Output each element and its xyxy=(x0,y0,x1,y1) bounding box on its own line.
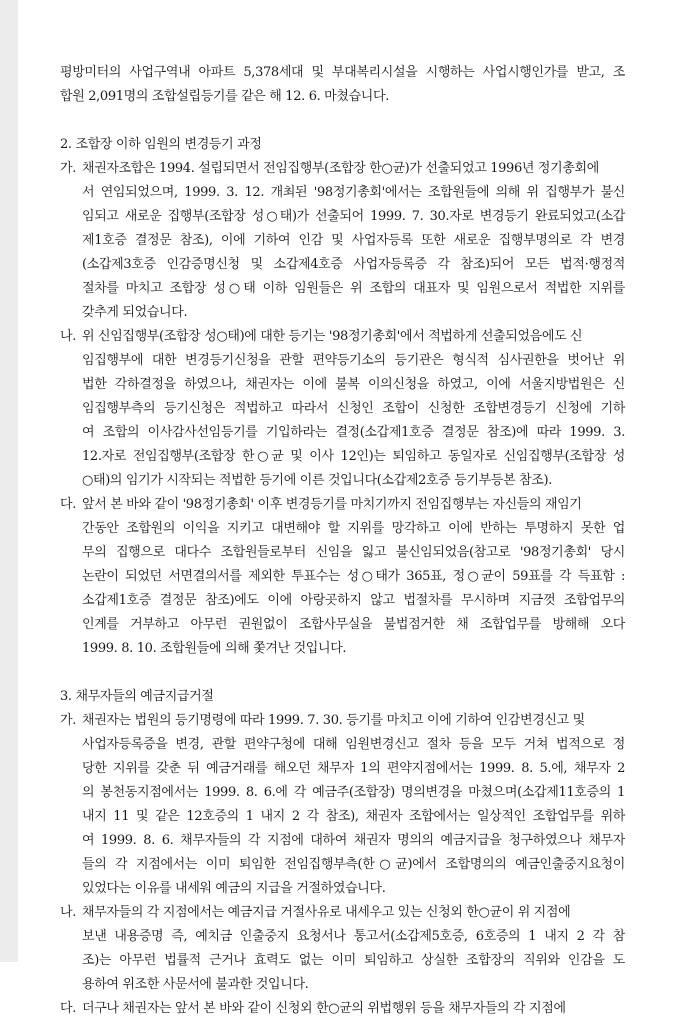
list-item-line: 보낸 내용증명 즉, 예치금 인출중지 요청서나 통고서(소갑제5호증, 6호증의 1 내지 2 각 참 xyxy=(82,929,625,944)
intro-paragraph-line: 평방미터의 사업구역내 아파트 5,378세대 및 부대복리시설을 시행하는 사업시행인가를 받고, 조 xyxy=(60,65,625,80)
list-item-line: 갖추게 되었습니다. xyxy=(82,305,188,320)
list-item-first-line xyxy=(60,157,625,181)
list-item-line: (소갑제3호증 인감증명신청 및 소갑제4호증 사업자등록증 각 참조)되어 모든 법적·행정적 xyxy=(82,257,625,272)
list-item-line: 무의 집행으로 대다수 조합원들로부터 신임을 잃고 불신임되었음(참고로 '98정기총회' 당시 xyxy=(82,545,625,560)
list-item-first-line xyxy=(60,493,625,517)
list-item-line: 1999. 8. 10. 조합원들에 의해 쫓겨난 것입니다. xyxy=(82,641,347,656)
list-item-line: 사업자등록증을 변경, 관할 편약구청에 대해 임원변경신고 절차 등을 모두 거쳐 법적으로 정 xyxy=(82,737,625,752)
list-item-line: 당한 지위를 갖춘 뒤 예금거래를 해오던 채무자 1의 편약지점에서는 1999. 8. 5.에, 채무자 2 xyxy=(82,761,625,776)
list-item-marker: 다. xyxy=(60,497,76,512)
list-item-text: 채권자조합은 1994. 설립되면서 전임집행부(조합장 한○균)가 선출되었고 1996년 정기총회에 xyxy=(82,161,599,176)
left-margin-shade xyxy=(0,0,18,962)
list-item-line: 의 봉천동지점에서는 1999. 8. 6.에 각 예금주(조합장) 명의변경을 마쳤으며(소갑제11호증의 1 xyxy=(82,785,625,800)
list-item-line: 여 조합의 이사감사선임등기를 기입하라는 결정(소갑제1호증 결정문 참조)에 따라 1999. 3. xyxy=(82,425,625,440)
list-item-text: 채권자는 법원의 등기명령에 따라 1999. 7. 30. 등기를 마치고 이에 기하여 인감변경신고 및 xyxy=(82,713,585,728)
list-item-line: 간동안 조합원의 이익을 지키고 대변해야 할 지위를 망각하고 이에 반하는 투명하지 못한 업 xyxy=(82,521,625,536)
list-item-line: 들의 각 지점에서는 이미 퇴임한 전임집행부측(한○균)에서 조합명의의 예금인출중지요청이 xyxy=(82,857,625,872)
list-item-first-line xyxy=(60,997,625,1021)
list-item-line: 용하여 위조한 사문서에 불과한 것입니다. xyxy=(82,977,309,992)
list-item-text: 앞서 본 바와 같이 '98정기총회' 이후 변경등기를 마치기까지 전임집행부는 자신들의 재임기 xyxy=(82,497,582,512)
list-item-text: 위 신임집행부(조합장 성○태)에 대한 등기는 '98정기총회'에서 적법하게 선출되었음에도 신 xyxy=(82,329,583,344)
list-item-first-line xyxy=(60,901,625,925)
list-item-line: 있었다는 이유를 내세워 예금의 지급을 거절하였습니다. xyxy=(82,881,386,896)
list-item-line: 임집행부측의 등기신청은 적법하고 따라서 신청인 조합이 신청한 조합변경등기 신청에 기하 xyxy=(82,401,625,416)
list-item-line: 내지 11 및 같은 12호증의 1 내지 2 각 참조), 채권자 조합에서는 일상적인 조합업무를 위하 xyxy=(82,809,625,824)
intro-paragraph-line: 합원 2,091명의 조합설립등기를 같은 해 12. 6. 마쳤습니다. xyxy=(60,89,390,104)
list-item-marker: 가. xyxy=(60,713,76,728)
section-heading: 2. 조합장 이하 임원의 변경등기 과정 xyxy=(60,137,262,152)
list-item-line: 제1호증 결정문 참조), 이에 기하여 인감 및 사업자등록 또한 새로운 집행부명의로 각 변경 xyxy=(82,233,625,248)
list-item-line: 조)는 아무런 법률적 근거나 효력도 없는 이미 퇴임하고 상실한 조합장의 직위와 인감을 도 xyxy=(82,953,625,968)
list-item-marker: 나. xyxy=(60,329,76,344)
list-item-first-line xyxy=(60,709,625,733)
section-heading: 3. 채무자들의 예금지급거절 xyxy=(60,689,214,704)
list-item-text: 채무자들의 각 지점에서는 예금지급 거절사유로 내세우고 있는 신청외 한○균이 위 지점에 xyxy=(82,905,571,920)
list-item-line: 서 연임되었으며, 1999. 3. 12. 개최된 '98정기총회'에서는 조합원들에 의해 위 집행부가 불신 xyxy=(82,185,625,200)
list-item-text: 더구나 채권자는 앞서 본 바와 같이 신청외 한○균의 위법행위 등을 채무자들의 각 지점에 xyxy=(82,1001,566,1016)
list-item-line: 절차를 마치고 조합장 성○태 이하 임원들은 위 조합의 대표자 및 임원으로서 적법한 지위를 xyxy=(82,281,625,296)
list-item-first-line xyxy=(60,325,625,349)
spacer xyxy=(60,109,625,133)
list-item-line: 인계를 거부하고 아무런 권원없이 조합사무실을 불법점거한 채 조합업무를 방해해 오다 xyxy=(82,617,625,632)
list-item-line: 임집행부에 대한 변경등기신청을 관할 편약등기소의 등기관은 형식적 심사권한을 벗어난 위 xyxy=(82,353,625,368)
document-body xyxy=(60,61,625,1021)
list-item-marker: 나. xyxy=(60,905,76,920)
list-item-line: 논란이 되었던 서면결의서를 제외한 투표수는 성○태가 365표, 정○균이 59표를 각 득표함 : xyxy=(82,569,625,584)
spacer xyxy=(60,661,625,685)
list-item-line: 법한 각하결정을 하였으나, 채권자는 이에 불복 이의신청을 하였고, 이에 서울지방법원은 신 xyxy=(82,377,625,392)
list-item-line: 여 1999. 8. 6. 채무자들의 각 지점에 대하여 채권자 명의의 예금지급을 청구하였으나 채무자 xyxy=(82,833,625,848)
list-item-marker: 가. xyxy=(60,161,76,176)
list-item-line: ○태)의 임기가 시작되는 적법한 등기에 이른 것입니다(소갑제2호증 등기부등본 참조). xyxy=(82,473,552,488)
list-item-line: 12.자로 전임집행부(조합장 한○균 및 이사 12인)는 퇴임하고 동일자로 신임집행부(조합장 성 xyxy=(82,449,625,464)
list-item-line: 소갑제1호증 결정문 참조)에도 이에 아랑곳하지 않고 법절차를 무시하며 지금껏 조합업무의 xyxy=(82,593,625,608)
list-item-line: 임되고 새로운 집행부(조합장 성○태)가 선출되어 1999. 7. 30.자로 변경등기 완료되었고(소갑 xyxy=(82,209,625,224)
list-item-marker: 다. xyxy=(60,1001,76,1016)
